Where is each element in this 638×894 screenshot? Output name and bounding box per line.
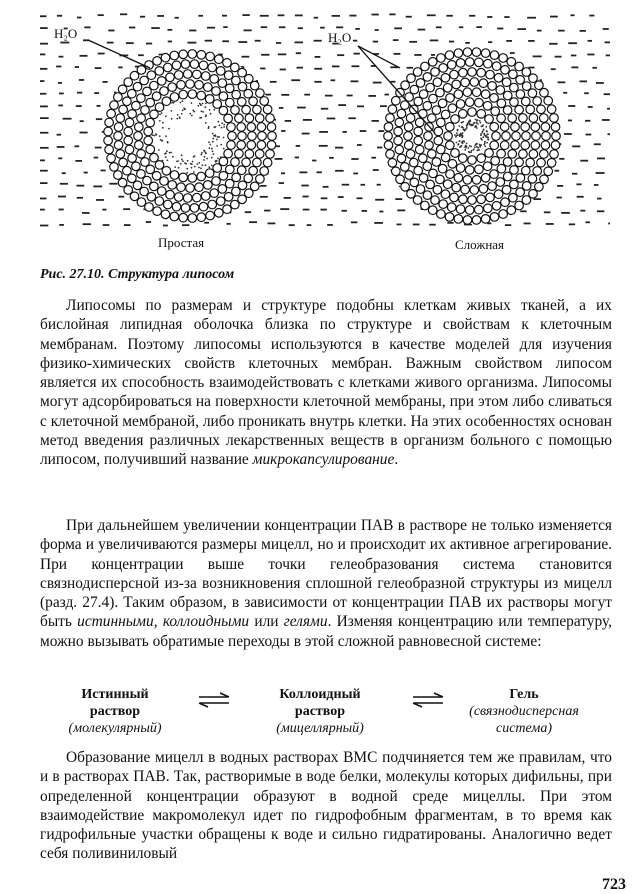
separator: или [249,613,284,631]
caption-title: Структура липосом [108,267,235,282]
liposome-figure [40,8,610,258]
complex-liposome-icon [384,48,561,224]
term-gel: гелями [283,613,328,631]
equilibrium-scheme [40,686,612,740]
term-microencapsulation: микрокапсулирование [252,451,395,469]
water-label-simple: H₂O [54,26,78,41]
state-name: Гель [509,687,539,702]
paragraph-end: . [394,451,399,469]
paragraph-text: . Изменяя концентрацию или температуру, можно вызывать обратимые переходы в этой сложной равновесной системе: [40,613,612,650]
separator: , [153,613,163,631]
state-name: Истинный [81,687,149,702]
state-subtitle: система) [496,721,552,736]
state-subtitle: (связнодисперсная [469,704,579,719]
page-number: 723 [602,876,626,893]
state-name: раствор [294,704,346,719]
liposome-illustration [40,8,610,258]
term-colloid: коллоидными [162,613,250,631]
paragraph-aggregation [40,516,612,651]
state-name: раствор [89,704,141,719]
equilibrium-arrow-icon [198,692,230,708]
simple-liposome-icon [104,50,276,223]
simple-liposome-label: Простая [158,235,205,250]
state-subtitle: (молекулярный) [68,721,162,736]
pointer-line [88,40,150,68]
paragraph-text: Образование мицелл в водных растворах ВМС подчиняется тем же правилам, что и в растворах ПАВ. Так, растворимые в воде белки, молекулы которых дифильны, при определенной концентрации образуют в водной среде мицеллы. При этом взаимодействие макромолекул идет по гидрофобным фрагментам, в то время как гидрофильные участки обращены к воде и сильно гидратированы. Аналогично ведет себя поливиниловый [40,749,612,863]
state-gel [436,686,612,737]
pointer-line [358,46,400,68]
term-true: истинными [77,613,154,631]
paragraph-liposomes [40,296,612,470]
paragraph-polymer-micelles [40,748,612,864]
state-true-solution [40,686,190,737]
state-name: Коллоидный [279,687,361,702]
paragraph-text: Липосомы по размерам и структуре подобны клеткам живых тканей, а их бислойная липидная оболочка близка по структуре и свойствам к клеточным мембранам. Поэтому липосомы используются в качестве моделей для изучения физико-химических свойств клеточных мембран. Важным свойством липосом является их способность взаимодействовать с клетками живого организма. Липосомы могут адсорбироваться на поверхности клеточной мембраны, при этом либо сливаться с клеточной мембраной, либо проникать внутрь клетки. На этих особенностях основан метод введения различных лекарственных веществ в организм больного с помощью липосом, получивший название [40,297,612,469]
figure-caption [40,267,234,283]
water-label-complex: H₂O [328,30,352,45]
state-subtitle: (мицеллярный) [276,721,364,736]
complex-liposome-label: Сложная [455,237,505,252]
paragraph-text: При дальнейшем увеличении концентрации ПАВ в растворе не только изменяется форма и увеличиваются размеры мицелл, но и происходит их активное агрегирование. При концентрации выше точки гелеобразования система становится связнодисперсной из-за возникновения сплошной гелеобразной структуры из мицелл (разд. 27.4). Таким образом, в зависимости от концентрации ПАВ их растворы могут быть [40,517,612,631]
state-colloid-solution [240,686,400,737]
caption-number: Рис. 27.10. [40,267,105,282]
